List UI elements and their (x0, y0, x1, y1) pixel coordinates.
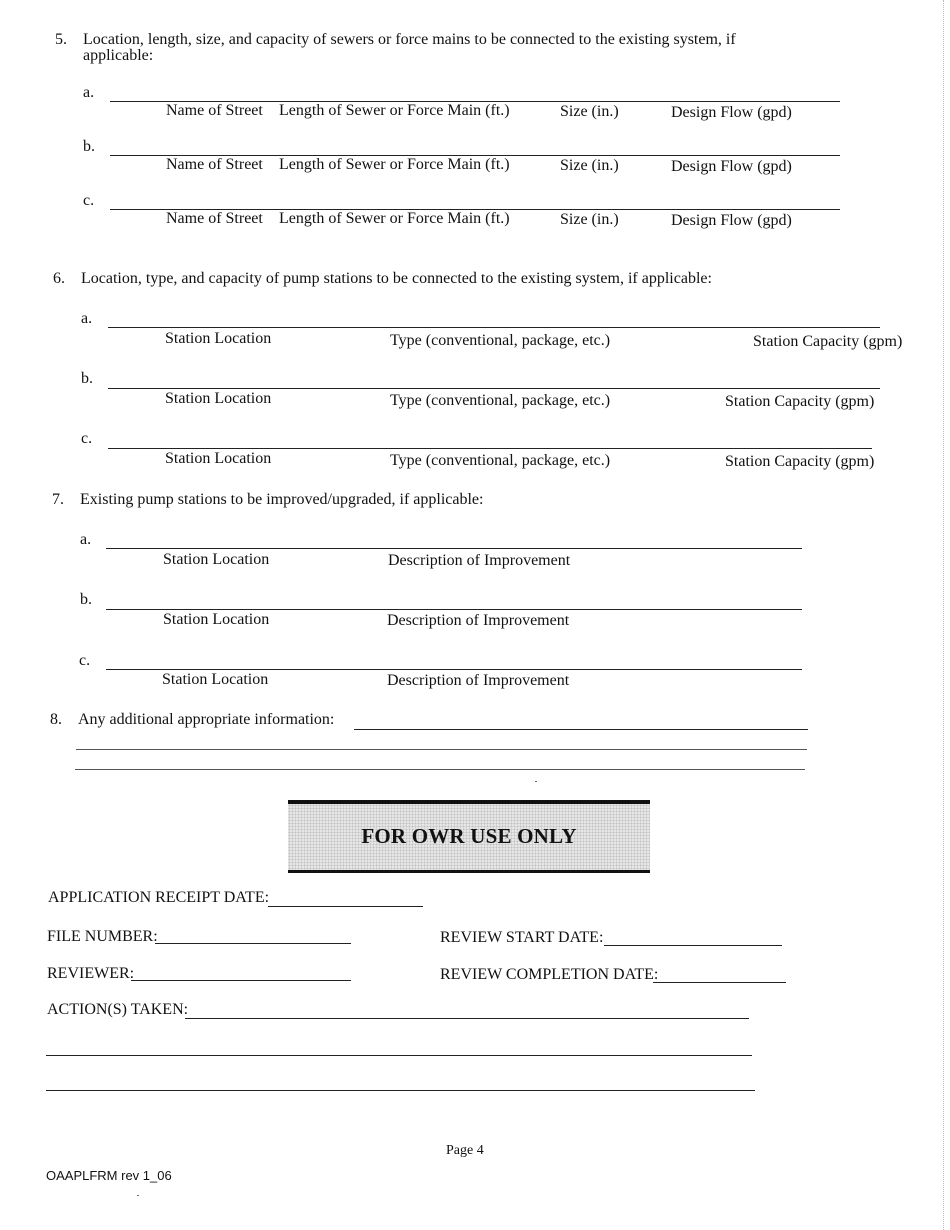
file-number-input[interactable] (155, 943, 351, 944)
reviewer-input[interactable] (131, 980, 351, 981)
owr-use-only-heading: FOR OWR USE ONLY (361, 824, 577, 848)
pump-station-c-input-line[interactable] (108, 448, 872, 449)
field-label-station-type: Type (conventional, package, etc.) (390, 332, 611, 349)
field-label-street-name: Name of Street (166, 156, 263, 173)
field-label-improvement-description: Description of Improvement (387, 672, 570, 689)
field-label-design-flow: Design Flow (gpd) (671, 158, 792, 175)
field-label-station-location: Station Location (163, 551, 270, 568)
row-letter: b. (83, 138, 95, 155)
field-label-station-type: Type (conventional, package, etc.) (390, 452, 611, 469)
field-label-size: Size (in.) (560, 157, 619, 174)
field-label-station-type: Type (conventional, package, etc.) (390, 392, 611, 409)
field-label-station-location: Station Location (165, 330, 272, 347)
page-number: Page 4 (446, 1143, 484, 1158)
field-label-design-flow: Design Flow (gpd) (671, 104, 792, 121)
field-label-station-location: Station Location (165, 390, 272, 407)
field-label-sewer-length: Length of Sewer or Force Main (ft.) (279, 102, 510, 119)
scan-speck (137, 1195, 139, 1196)
scan-edge (943, 0, 944, 1230)
section-6-number: 6. (53, 270, 65, 287)
application-receipt-date-label: APPLICATION RECEIPT DATE: (48, 889, 270, 906)
review-completion-date-input[interactable] (653, 982, 786, 983)
section-8-number: 8. (50, 711, 62, 728)
section-5-number: 5. (55, 31, 67, 48)
field-label-sewer-length: Length of Sewer or Force Main (ft.) (279, 156, 510, 173)
row-letter: a. (81, 310, 93, 327)
row-letter: c. (79, 652, 91, 669)
field-label-station-capacity: Station Capacity (gpm) (753, 333, 903, 350)
field-label-size: Size (in.) (560, 103, 619, 120)
row-letter: a. (80, 531, 92, 548)
section-5-title-cont: applicable: (83, 47, 154, 64)
field-label-station-location: Station Location (162, 671, 269, 688)
field-label-station-location: Station Location (165, 450, 272, 467)
section-8-title: Any additional appropriate information: (78, 711, 335, 728)
row-letter: c. (81, 430, 93, 447)
pump-station-a-input-line[interactable] (108, 327, 880, 328)
actions-taken-input-line[interactable] (46, 1090, 755, 1091)
field-label-design-flow: Design Flow (gpd) (671, 212, 792, 229)
actions-taken-input-line[interactable] (46, 1055, 752, 1056)
section-5-title: Location, length, size, and capacity of sewers or force mains to be connected to the existing system, if (83, 31, 736, 48)
row-letter: a. (83, 84, 95, 101)
row-letter: c. (83, 192, 95, 209)
review-start-date-input[interactable] (604, 945, 782, 946)
pump-station-b-input-line[interactable] (108, 388, 880, 389)
row-letter: b. (80, 591, 92, 608)
application-receipt-date-input[interactable] (268, 906, 423, 907)
upgrade-b-input-line[interactable] (106, 609, 802, 610)
actions-taken-input-line[interactable] (185, 1018, 749, 1019)
additional-info-input-line[interactable] (76, 749, 807, 750)
owr-use-only-banner (288, 800, 650, 873)
actions-taken-label: ACTION(S) TAKEN: (47, 1001, 189, 1018)
field-label-station-capacity: Station Capacity (gpm) (725, 393, 875, 410)
row-letter: b. (81, 370, 93, 387)
field-label-size: Size (in.) (560, 211, 619, 228)
field-label-street-name: Name of Street (166, 102, 263, 119)
upgrade-a-input-line[interactable] (106, 548, 802, 549)
additional-info-input-line[interactable] (354, 729, 808, 730)
field-label-street-name: Name of Street (166, 210, 263, 227)
field-label-sewer-length: Length of Sewer or Force Main (ft.) (279, 210, 510, 227)
section-6-title: Location, type, and capacity of pump stations to be connected to the existing system, if applicable: (81, 270, 712, 287)
upgrade-c-input-line[interactable] (106, 669, 802, 670)
field-label-station-capacity: Station Capacity (gpm) (725, 453, 875, 470)
additional-info-input-line[interactable] (75, 769, 805, 770)
field-label-station-location: Station Location (163, 611, 270, 628)
reviewer-label: REVIEWER: (47, 965, 135, 982)
section-7-number: 7. (52, 491, 64, 508)
form-revision-code: OAAPLFRM rev 1_06 (46, 1168, 172, 1183)
file-number-label: FILE NUMBER: (47, 928, 158, 945)
review-start-date-label: REVIEW START DATE: (440, 929, 604, 946)
section-7-title: Existing pump stations to be improved/upgraded, if applicable: (80, 491, 484, 508)
field-label-improvement-description: Description of Improvement (388, 552, 571, 569)
review-completion-date-label: REVIEW COMPLETION DATE: (440, 966, 659, 983)
scan-speck (535, 781, 537, 782)
field-label-improvement-description: Description of Improvement (387, 612, 570, 629)
